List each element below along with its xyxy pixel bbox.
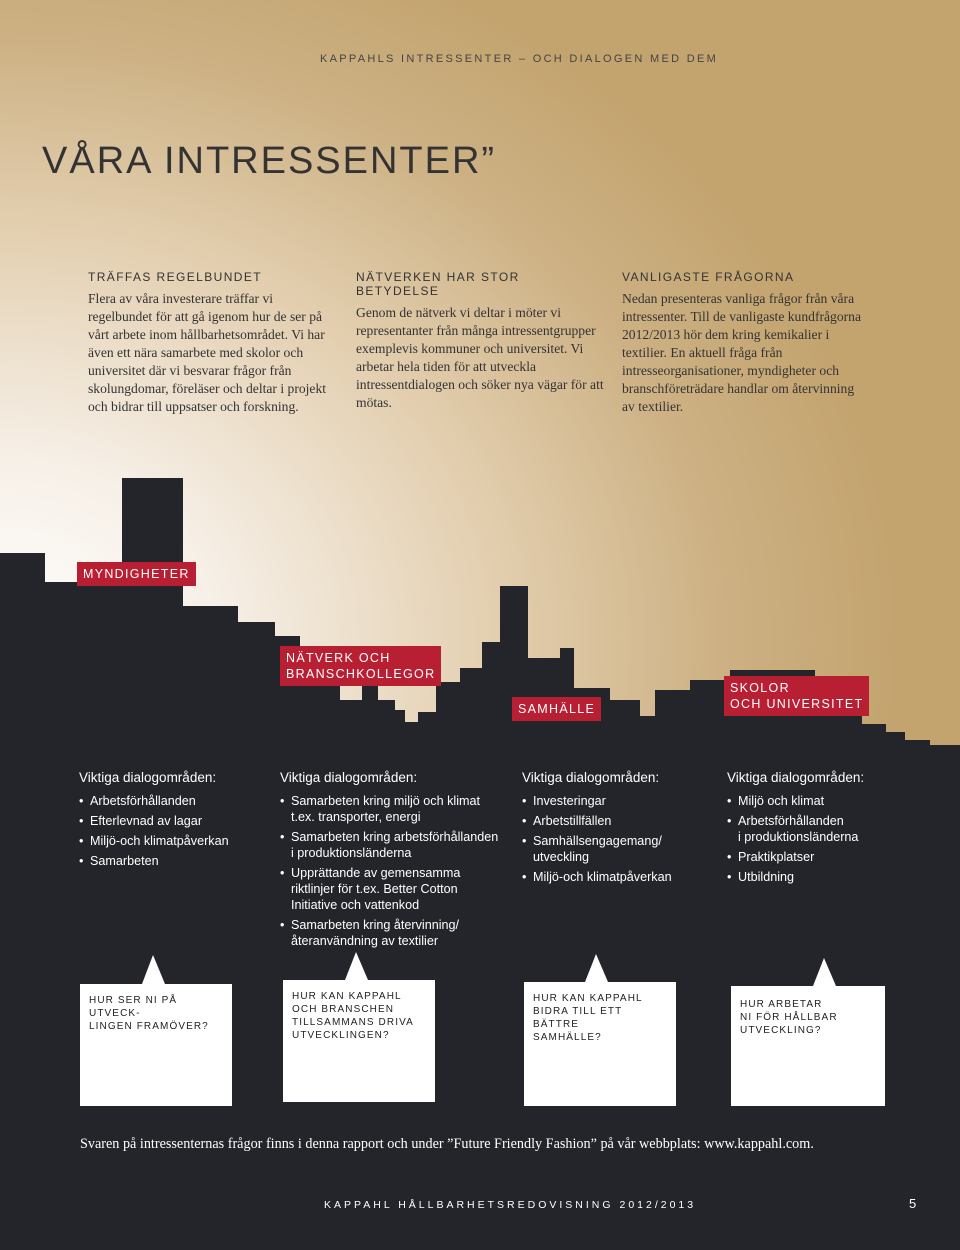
dialog-item: • Miljö och klimat — [727, 793, 927, 809]
group-label-natverk: NÄTVERK OCH BRANSCHKOLLEGOR — [280, 646, 441, 686]
dialog-item: • Praktikplatser — [727, 849, 927, 865]
group-label-skolor: SKOLOR OCH UNIVERSITET — [724, 676, 869, 716]
question-box-4: HUR ARBETAR NI FÖR HÅLLBAR UTVECKLING? — [731, 986, 885, 1106]
intro-column-2 — [356, 270, 604, 412]
dialog-item: • Arbetsförhållanden i produktionsländerna — [727, 813, 927, 845]
dialog-heading: Viktiga dialogområden: — [522, 770, 660, 785]
group-label-myndigheter: MYNDIGHETER — [77, 562, 196, 586]
intro-text: Nedan presenteras vanliga frågor från våra intressenter. Till de vanligaste kundfrågorna 2012/2013 hör dem kring kemikalier i textilier. En aktuell fråga från intresseorganisationer, myndigheter och branschföreträdare handlar om återvinning av textilier. — [622, 291, 861, 414]
dialog-item: • Miljö-och klimatpåverkan — [79, 833, 264, 849]
question-box-1: HUR SER NI PÅ UTVECK- LINGEN FRAMÖVER? — [80, 984, 232, 1106]
dialog-column-3 — [522, 770, 712, 889]
intro-column-3 — [622, 270, 870, 416]
dialog-item: • Arbetsförhållanden — [79, 793, 264, 809]
dialog-column-4 — [727, 770, 927, 889]
dialog-heading: Viktiga dialogområden: — [727, 770, 865, 785]
page-number: 5 — [909, 1196, 917, 1211]
header-kicker: KAPPAHLS INTRESSENTER – OCH DIALOGEN MED DEM — [320, 53, 719, 65]
intro-heading: VANLIGASTE FRÅGORNA — [622, 270, 795, 284]
question-box-3: HUR KAN KAPPAHL BIDRA TILL ETT BÄTTRE SAMHÄLLE? — [524, 982, 676, 1106]
group-label-samhalle: SAMHÄLLE — [512, 697, 601, 721]
dialog-column-2 — [280, 770, 510, 953]
intro-heading: NÄTVERKEN HAR STOR BETYDELSE — [356, 270, 520, 298]
footer-report-title: KAPPAHL HÅLLBARHETSREDOVISNING 2012/2013 — [324, 1199, 697, 1211]
dialog-heading: Viktiga dialogområden: — [280, 770, 418, 785]
footer-text: Svaren på intressenternas frågor finns i denna rapport och under ”Future Friendly Fashion” på vår webbplats: www.kappahl.com. — [80, 1136, 814, 1152]
dialog-item: • Miljö-och klimatpåverkan — [522, 869, 712, 885]
dialog-heading: Viktiga dialogområden: — [79, 770, 217, 785]
dialog-item: • Investeringar — [522, 793, 712, 809]
dialog-item: • Samarbeten — [79, 853, 264, 869]
question-box-2: HUR KAN KAPPAHL OCH BRANSCHEN TILLSAMMANS DRIVA UTVECKLINGEN? — [283, 980, 435, 1102]
dialog-column-1 — [79, 770, 264, 873]
intro-text: Genom de nätverk vi deltar i möter vi representanter från många intressentgrupper exemplevis kommuner och universitet. Vi arbetar hela tiden för att utveckla intressentdialogen och söker nya vägar för att mötas. — [356, 305, 604, 410]
dialog-item: • Samarbeten kring återvinning/ återanvändning av textilier — [280, 917, 510, 949]
dialog-item: • Samarbeten kring arbetsförhållanden i produktionsländerna — [280, 829, 510, 861]
dialog-item: • Utbildning — [727, 869, 927, 885]
dialog-item: • Samarbeten kring miljö och klimat t.ex. transporter, energi — [280, 793, 510, 825]
dialog-item: • Efterlevnad av lagar — [79, 813, 264, 829]
intro-text: Flera av våra investerare träffar vi regelbundet för att gå igenom hur de ser på vårt arbete inom hållbarhetsområdet. Vi har även ett nära samarbete med skolor och universitet där vi besvarar frågor från skolungdomar, föreläser och deltar i projekt och bidrar till uppsatser och forskning. — [88, 291, 327, 414]
dialog-item: • Upprättande av gemensamma riktlinjer för t.ex. Better Cotton Initiative och vattenkod — [280, 865, 510, 913]
intro-column-1 — [88, 270, 336, 416]
dialog-item: • Arbetstillfällen — [522, 813, 712, 829]
intro-heading: TRÄFFAS REGELBUNDET — [88, 270, 262, 284]
page-title: VÅRA INTRESSENTER” — [42, 140, 497, 182]
dialog-item: • Samhällsengagemang/ utveckling — [522, 833, 712, 865]
